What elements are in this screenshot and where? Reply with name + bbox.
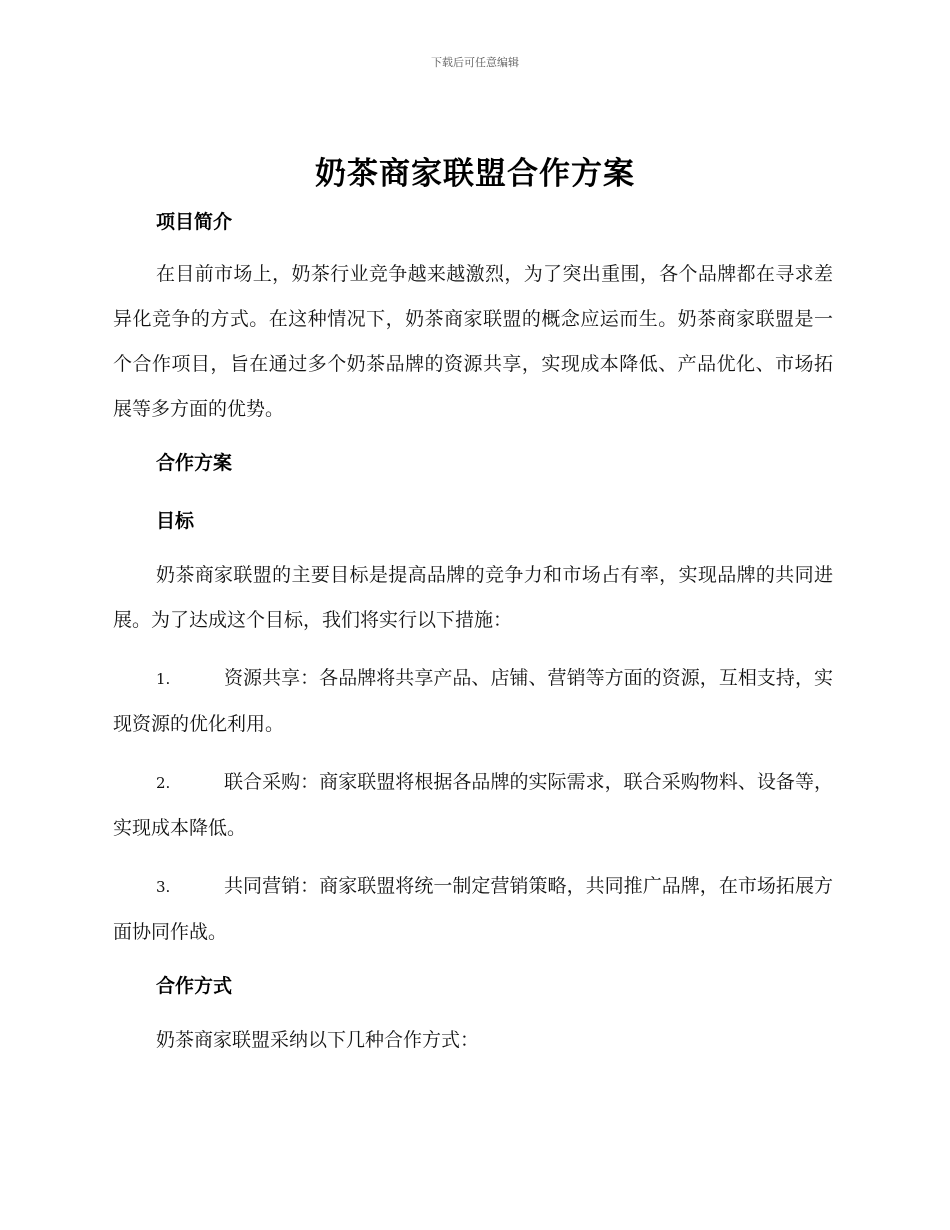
list-item bbox=[113, 760, 833, 851]
list-number: 3. bbox=[156, 878, 171, 896]
list-text: 共同营销：商家联盟将统一制定营销策略，共同推广品牌，在市场拓展方面协同作战。 bbox=[113, 875, 833, 943]
list-number: 1. bbox=[156, 670, 171, 688]
list-item bbox=[113, 656, 833, 747]
subheading-goal: 目标 bbox=[156, 510, 195, 532]
document-title: 奶茶商家联盟合作方案 bbox=[315, 156, 635, 192]
list-item bbox=[113, 864, 833, 955]
goal-paragraph: 奶茶商家联盟的主要目标是提高品牌的竞争力和市场占有率，实现品牌的共同进展。为了达成这个目标，我们将实行以下措施： bbox=[113, 564, 833, 631]
section-heading-intro: 项目简介 bbox=[156, 211, 233, 233]
intro-paragraph: 在目前市场上，奶茶行业竞争越来越激烈，为了突出重围，各个品牌都在寻求差异化竞争的方式。在这种情况下，奶茶商家联盟的概念应运而生。奶茶商家联盟是一个合作项目，旨在通过多个奶茶品牌的资源共享，实现成本降低、产品优化、市场拓展等多方面的优势。 bbox=[113, 263, 833, 420]
list-text: 联合采购：商家联盟将根据各品牌的实际需求，联合采购物料、设备等，实现成本降低。 bbox=[113, 771, 833, 839]
document-body bbox=[113, 204, 833, 1063]
header-note: 下载后可任意编辑 bbox=[431, 56, 519, 69]
section-heading-cooperation-mode: 合作方式 bbox=[156, 975, 233, 997]
section-heading-plan: 合作方案 bbox=[156, 452, 233, 474]
list-text: 资源共享：各品牌将共享产品、店铺、营销等方面的资源，互相支持，实现资源的优化利用。 bbox=[113, 667, 833, 735]
cooperation-mode-paragraph: 奶茶商家联盟采纳以下几种合作方式： bbox=[156, 1029, 480, 1051]
list-number: 2. bbox=[156, 774, 171, 792]
